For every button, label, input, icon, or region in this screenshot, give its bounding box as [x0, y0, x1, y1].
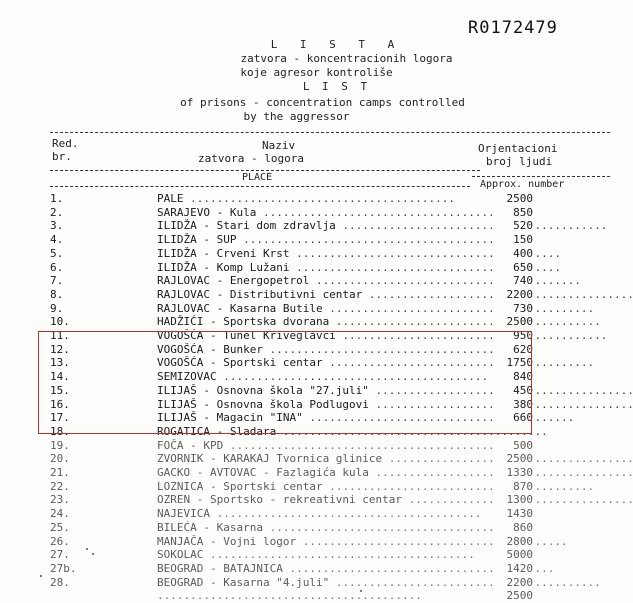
row-count: 1750 — [494, 356, 533, 369]
row-place-name: NAJEVICA ..... — [157, 507, 482, 520]
row-place-name: RAJLOVAC - Distributivni centar ..... — [157, 288, 633, 301]
row-count: 740 — [494, 274, 533, 287]
row-count: 650 — [494, 261, 533, 274]
row-number: 3. — [50, 219, 64, 233]
row-place-name: VOGOŠĆA - Sportski centar ..... — [157, 356, 594, 369]
row-count: 850 — [494, 206, 533, 219]
row-number: 7. — [50, 274, 64, 288]
row-place-name: ILIDŽA - Stari dom zdravlja ..... — [157, 219, 607, 232]
list-item — [0, 315, 633, 328]
row-number: 8. — [50, 287, 64, 301]
row-count: 150 — [494, 233, 533, 246]
row-count: 860 — [494, 521, 533, 534]
scan-speck — [360, 590, 362, 592]
row-count: 1420 — [494, 562, 533, 575]
row-number: 13. — [50, 356, 70, 370]
row-number: 18. — [50, 424, 70, 438]
list-item — [0, 439, 633, 452]
row-place-name: ROGATICA - Sladara ..... — [157, 425, 548, 438]
row-place-name: PALE ..... — [157, 192, 455, 205]
scan-speck — [86, 548, 88, 550]
list-item — [0, 576, 633, 589]
list-item — [0, 521, 633, 534]
col-count-line1: Orjentacioni — [478, 142, 558, 155]
row-count: 1430 — [494, 507, 533, 520]
row-number: 12. — [50, 342, 70, 356]
row-place-name: MANJAČA - Vojni logor ..... — [157, 535, 568, 548]
row-number: 26. — [50, 534, 70, 548]
scan-speck — [92, 553, 94, 555]
scan-speck — [40, 575, 42, 577]
row-number: 24. — [50, 507, 70, 521]
title-en: L I S T — [302, 80, 371, 93]
row-place-name: BILEĆA - Kasarna ..... — [157, 521, 535, 534]
row-place-name: BEOGRAD - Kasarna "4.juli" ..... — [157, 576, 601, 589]
row-place-name: ILIJAŠ - Osnovna škola Podlugovi ..... — [157, 398, 633, 411]
list-item — [0, 493, 633, 506]
row-count: 400 — [494, 247, 533, 260]
list-item — [0, 535, 633, 548]
row-place-name: ILIDŽA - Komp Lužani ..... — [157, 261, 561, 274]
list-item — [0, 192, 633, 205]
row-count: 950 — [494, 329, 533, 342]
row-number: 11. — [50, 329, 70, 342]
row-place-name: ILIJAŠ - Magacin "INA" ..... — [157, 411, 574, 424]
row-place-name: RAJLOVAC - Energopetrol ..... — [157, 274, 581, 287]
row-place-name: OZREN - Sportsko - rekreativni centar ..... — [157, 493, 633, 506]
row-number: 27. — [50, 548, 70, 562]
row-place-name: GACKO - AVTOVAC - Fazlagića kula ..... — [157, 466, 633, 479]
header-rule-bottom — [50, 186, 470, 187]
row-count: 840 — [494, 370, 533, 383]
row-count: 2200 — [494, 576, 533, 589]
row-count: 2500 — [494, 452, 533, 465]
row-place-name: SEMIZOVAC ..... — [157, 370, 488, 383]
row-number: 23. — [50, 493, 70, 507]
row-count: 2500 — [494, 315, 533, 328]
col-name-en: PLACE — [242, 172, 273, 183]
row-number: 22. — [50, 479, 70, 493]
row-place-name: SARAJEVO - Kula ..... — [157, 206, 528, 219]
row-place-name: BEOGRAD - BATAJNICA ..... — [157, 562, 554, 575]
col-no-line1: Red. — [52, 137, 79, 150]
col-count-line2: broj ljudi — [486, 155, 553, 168]
header-rule-right — [472, 176, 610, 177]
list-item — [0, 233, 633, 246]
row-count: 450 — [494, 384, 533, 397]
row-number: 9. — [50, 301, 64, 315]
row-count: 730 — [494, 302, 533, 315]
row-number: 17. — [50, 411, 70, 425]
row-count: 660 — [494, 411, 533, 424]
row-place-name: FOČA - KPD ..... — [157, 439, 495, 452]
list-item — [0, 288, 633, 301]
subtitle-en-1: of prisons - concentration camps controlled — [180, 96, 465, 109]
row-count: 2800 — [494, 535, 533, 548]
row-number: 2. — [50, 205, 64, 219]
row-number: 20. — [50, 452, 70, 466]
row-count: 500 — [494, 439, 533, 452]
row-count: 380 — [494, 398, 533, 411]
row-count: 1330 — [494, 466, 533, 479]
list-item — [0, 452, 633, 465]
subtitle-local-2: koje agresor kontroliše — [240, 66, 393, 79]
row-number: 1. — [50, 192, 64, 205]
row-place-name: VOGOŠĆA - Bunker ..... — [157, 343, 535, 356]
row-count: 5000 — [494, 548, 533, 561]
row-number: 15. — [50, 383, 70, 397]
list-item — [0, 274, 633, 287]
list-item — [0, 562, 633, 575]
list-item — [0, 507, 633, 520]
title-local: L I S T A — [270, 38, 403, 51]
row-number: 6. — [50, 260, 64, 274]
row-count: 1300 — [494, 493, 533, 506]
row-place-name — [157, 589, 422, 602]
col-no-line2: br. — [52, 150, 72, 163]
list-item — [0, 548, 633, 561]
row-count: 870 — [494, 480, 533, 493]
row-count: 620 — [494, 343, 533, 356]
row-count: 520 — [494, 219, 533, 232]
row-number: 4. — [50, 233, 64, 247]
row-place-name: HADŽIĆI - Sportska dvorana ..... — [157, 315, 601, 328]
subtitle-en-2: by the aggressor — [243, 110, 350, 123]
row-count: 2500 — [494, 589, 533, 602]
list-item — [0, 466, 633, 479]
col-count-en: Approx. number — [480, 179, 565, 190]
row-number: 14. — [50, 370, 70, 384]
list-item — [0, 261, 633, 274]
row-number: 19. — [50, 438, 70, 452]
row-count: 2500 — [494, 192, 533, 205]
header-rule-mid — [50, 170, 480, 171]
row-number: 5. — [50, 246, 64, 260]
highlight-box — [38, 331, 532, 434]
row-number: 10. — [50, 315, 70, 329]
row-place-name: RAJLOVAC - Kasarna Butile ..... — [157, 302, 594, 315]
row-number: 27b. — [50, 561, 77, 575]
row-place-name: ILIDŽA - Crveni Krst ..... — [157, 247, 561, 260]
list-item — [0, 480, 633, 493]
list-item — [0, 302, 633, 315]
row-number: 25. — [50, 520, 70, 534]
row-number: 28. — [50, 575, 70, 589]
row-place-name: ZVORNIK - KARAKAJ Tvornica glinice ..... — [157, 452, 633, 465]
list-item — [0, 589, 633, 602]
row-place-name: SOKOLAC ..... — [157, 548, 475, 561]
row-number: 21. — [50, 466, 70, 479]
row-place-name: LOZNICA - Sportski centar ..... — [157, 480, 594, 493]
row-count: 2200 — [494, 288, 533, 301]
row-place-name: ILIJAŠ - Osnovna škola "27.juli" ..... — [157, 384, 633, 397]
header-rule-top — [50, 132, 610, 133]
col-name-line2: zatvora - logora — [198, 152, 304, 165]
subtitle-local-1: zatvora - koncentracionih logora — [240, 52, 453, 65]
list-item — [0, 247, 633, 260]
row-place-name: ILIDŽA - SUP ..... — [157, 233, 508, 246]
row-number: 16. — [50, 397, 70, 411]
list-item — [0, 219, 633, 232]
document-number: R0172479 — [468, 18, 558, 38]
col-name-line1: Naziv — [262, 139, 296, 152]
list-item — [0, 206, 633, 219]
row-place-name: VOGOŠĆA - Tunel Kriveglavci ..... — [157, 329, 607, 342]
